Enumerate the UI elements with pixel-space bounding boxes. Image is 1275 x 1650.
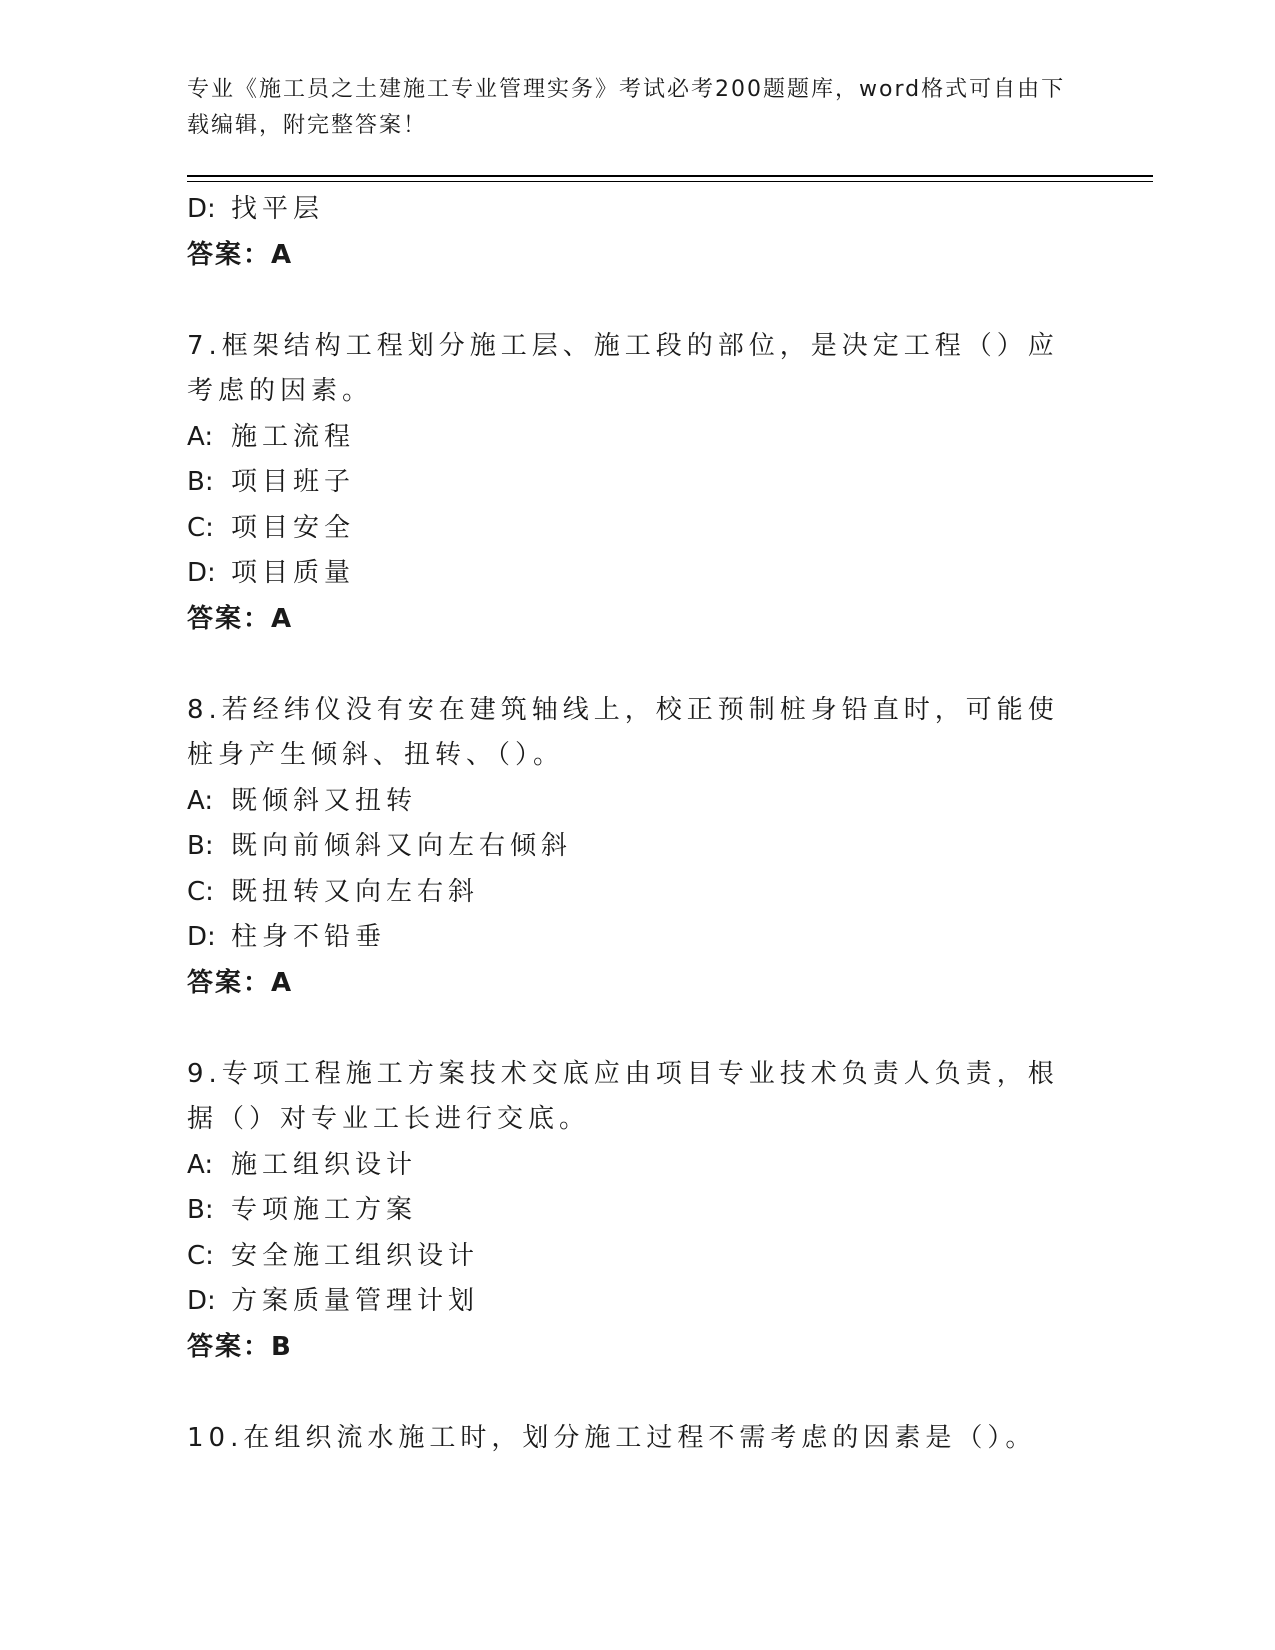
option-c <box>187 1234 1067 1280</box>
option-label: B: <box>187 831 214 861</box>
option-label: C: <box>187 876 214 907</box>
option-label: A: <box>187 1149 214 1180</box>
header-rule-thin <box>187 181 1153 182</box>
option-d <box>187 1279 1067 1325</box>
option-text: 施工组织设计 <box>231 1149 418 1180</box>
option-text: 既倾斜又扭转 <box>231 785 418 816</box>
option-label: A: <box>187 421 214 452</box>
option-b <box>187 460 1067 506</box>
option-a <box>187 779 1067 825</box>
spacer <box>187 278 1067 324</box>
option-label: C: <box>187 512 214 543</box>
question-7-text: 7.框架结构工程划分施工层、施工段的部位，是决定工程（）应考虑的因素。 <box>187 330 1059 406</box>
option-d <box>187 187 1067 233</box>
option-text: 项目质量 <box>231 558 356 588</box>
answer-line: 答案：A <box>187 967 294 998</box>
option-text: 专项施工方案 <box>231 1195 418 1225</box>
option-text: 安全施工组织设计 <box>231 1240 480 1271</box>
option-text: 柱身不铅垂 <box>231 922 387 952</box>
spacer <box>187 642 1067 688</box>
answer-line: 答案：B <box>187 1331 293 1362</box>
header-rule-thick <box>187 175 1153 177</box>
question-10-text: 10.在组织流水施工时，划分施工过程不需考虑的因素是（）。 <box>187 1422 1037 1453</box>
spacer <box>187 1006 1067 1052</box>
option-label: D: <box>187 558 216 588</box>
question-8-text: 8.若经纬仪没有安在建筑轴线上，校正预制桩身铅直时，可能使桩身产生倾斜、扭转、（）。 <box>187 694 1059 770</box>
spacer <box>187 1370 1067 1416</box>
question-9-text: 9.专项工程施工方案技术交底应由项目专业技术负责人负责，根据（）对专业工长进行交底。 <box>187 1058 1059 1134</box>
option-a <box>187 1143 1067 1189</box>
answer-line: 答案：A <box>187 239 294 270</box>
option-text: 项目班子 <box>231 467 356 497</box>
document-header: 专业《施工员之土建施工专业管理实务》考试必考200题题库，word格式可自由下载编辑，附完整答案！ <box>187 77 1066 138</box>
option-c <box>187 506 1067 552</box>
option-label: D: <box>187 1286 216 1316</box>
option-label: D: <box>187 194 216 224</box>
option-b <box>187 1188 1067 1234</box>
option-text: 方案质量管理计划 <box>231 1286 480 1316</box>
option-c <box>187 870 1067 916</box>
option-label: D: <box>187 922 216 952</box>
option-d <box>187 915 1067 961</box>
answer-line: 答案：A <box>187 603 294 634</box>
option-label: B: <box>187 467 214 497</box>
option-text: 项目安全 <box>231 512 356 543</box>
option-a <box>187 415 1067 461</box>
option-label: A: <box>187 785 214 816</box>
option-text: 施工流程 <box>231 421 356 452</box>
option-text: 找平层 <box>231 194 325 224</box>
option-label: C: <box>187 1240 214 1271</box>
document-body <box>187 187 1067 1461</box>
option-b <box>187 824 1067 870</box>
option-label: B: <box>187 1195 214 1225</box>
option-text: 既扭转又向左右斜 <box>231 876 480 907</box>
option-text: 既向前倾斜又向左右倾斜 <box>231 831 573 861</box>
option-d <box>187 551 1067 597</box>
